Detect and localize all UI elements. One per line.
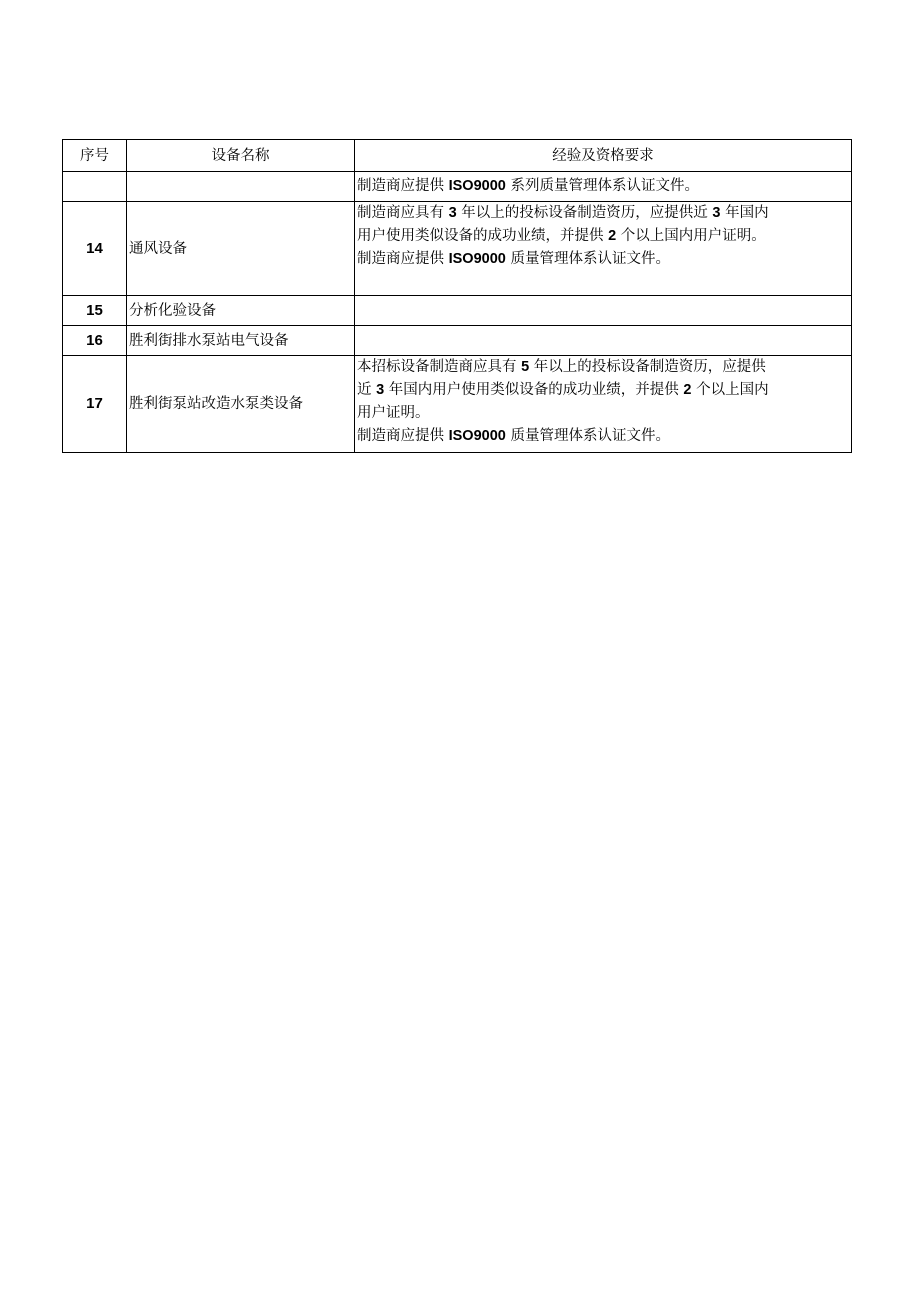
requirements-cell: [355, 202, 852, 296]
text-segment: 制造商应提供: [357, 178, 444, 194]
bold-value: ISO9000: [448, 251, 506, 267]
table-header-row: [63, 140, 852, 172]
row-number: 15: [63, 296, 127, 326]
text-segment: 用户使用类似设备的成功业绩，并提供: [357, 228, 604, 244]
requirements-table: [62, 139, 852, 453]
table-row: [63, 326, 852, 356]
text-segment: 制造商应提供: [357, 428, 444, 444]
table-row: [63, 356, 852, 453]
row-number: 14: [63, 202, 127, 296]
requirement-line: [357, 175, 849, 198]
bold-value: ISO9000: [448, 178, 506, 194]
requirements-cell: [355, 172, 852, 202]
requirement-line: [357, 356, 849, 379]
table-row: [63, 202, 852, 296]
text-segment: 本招标设备制造商应具有: [357, 359, 517, 375]
row-number: 16: [63, 326, 127, 356]
table-row: [63, 296, 852, 326]
table-row: [63, 172, 852, 202]
row-number: [63, 172, 127, 202]
row-number: 17: [63, 356, 127, 453]
requirement-line: [357, 248, 849, 271]
text-segment: 个以上国内用户证明。: [620, 228, 766, 244]
text-segment: 系列质量管理体系认证文件。: [510, 178, 699, 194]
bold-value: 2: [683, 382, 692, 398]
equipment-name: 分析化验设备: [127, 296, 355, 326]
text-segment: 用户证明。: [357, 405, 430, 421]
header-equipment-name: 设备名称: [127, 140, 355, 172]
text-segment: 年国内: [725, 205, 769, 221]
bold-value: ISO9000: [448, 428, 506, 444]
requirement-line: [357, 402, 849, 425]
equipment-name: 通风设备: [127, 202, 355, 296]
header-no: 序号: [63, 140, 127, 172]
text-segment: 年以上的投标设备制造资历，应提供: [533, 359, 766, 375]
text-segment: 年以上的投标设备制造资历，应提供近: [461, 205, 708, 221]
requirements-cell: [355, 296, 852, 326]
requirement-line: [357, 225, 849, 248]
bold-value: 2: [608, 228, 617, 244]
text-segment: 质量管理体系认证文件。: [510, 428, 670, 444]
text-segment: 质量管理体系认证文件。: [510, 251, 670, 267]
bold-value: 5: [521, 359, 530, 375]
bold-value: 3: [448, 205, 457, 221]
requirements-cell: [355, 356, 852, 453]
equipment-name: 胜利街排水泵站电气设备: [127, 326, 355, 356]
equipment-name: [127, 172, 355, 202]
requirements-cell: [355, 326, 852, 356]
requirement-line: [357, 425, 849, 448]
equipment-name: 胜利街泵站改造水泵类设备: [127, 356, 355, 453]
requirement-line: [357, 379, 849, 402]
header-requirements: 经验及资格要求: [355, 140, 852, 172]
text-segment: 制造商应提供: [357, 251, 444, 267]
text-segment: 制造商应具有: [357, 205, 444, 221]
bold-value: 3: [712, 205, 721, 221]
requirement-line: [357, 202, 849, 225]
text-segment: 个以上国内: [696, 382, 769, 398]
bold-value: 3: [376, 382, 385, 398]
text-segment: 年国内用户使用类似设备的成功业绩，并提供: [388, 382, 679, 398]
text-segment: 近: [357, 382, 372, 398]
